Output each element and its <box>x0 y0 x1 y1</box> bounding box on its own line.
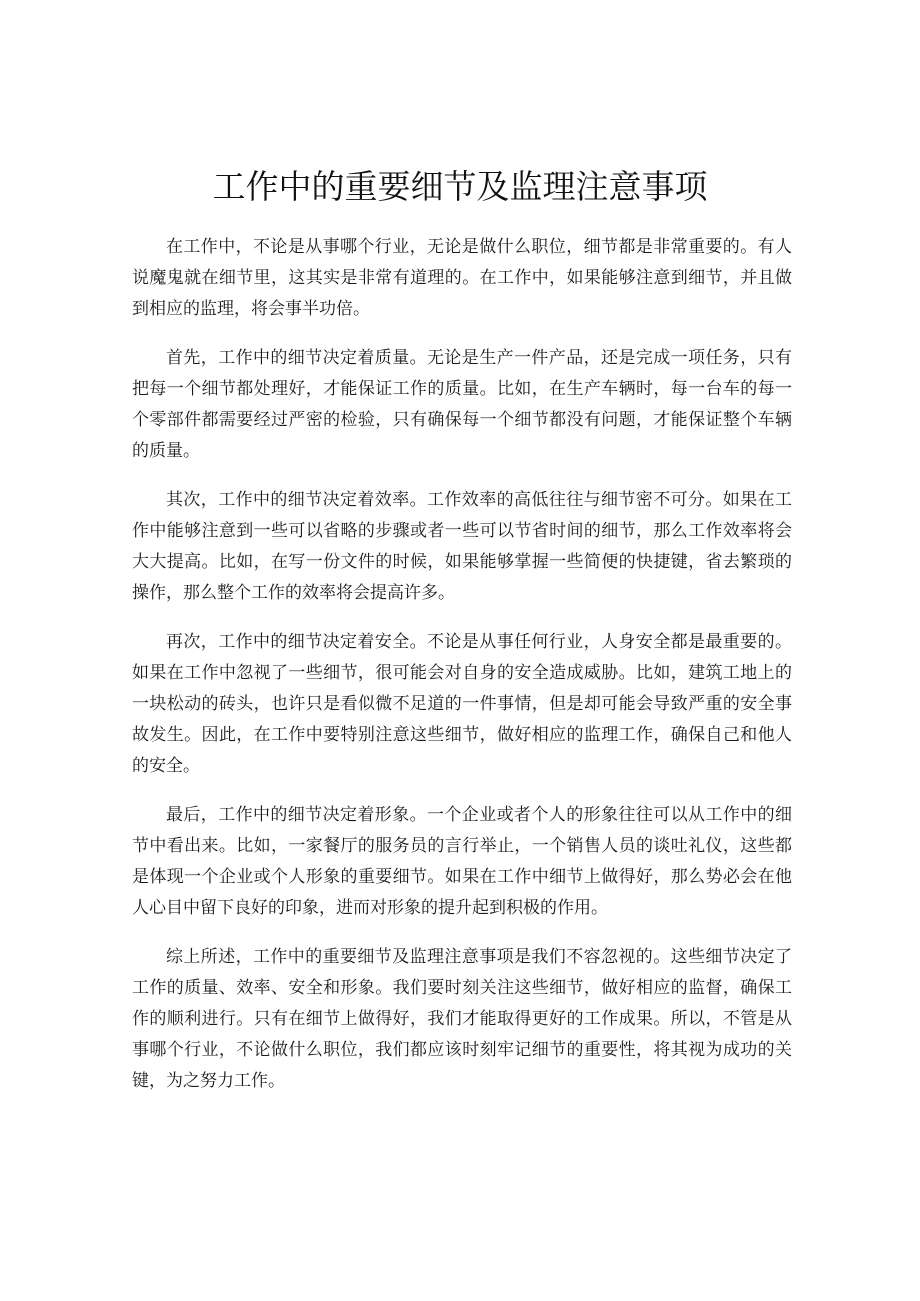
paragraph-quality: 首先，工作中的细节决定着质量。无论是生产一件产品，还是完成一项任务，只有把每一个细节都处理好，才能保证工作的质量。比如，在生产车辆时，每一台车的每一个零部件都需要经过严密的检验，只有确保每一个细节都没有问题，才能保证整个车辆的质量。 <box>132 348 792 461</box>
paragraph-efficiency: 其次，工作中的细节决定着效率。工作效率的高低往往与细节密不可分。如果在工作中能够注意到一些可以省略的步骤或者一些可以节省时间的细节，那么工作效率将会大大提高。比如，在写一份文件的时候，如果能够掌握一些简便的快捷键，省去繁琐的操作，那么整个工作的效率将会提高许多。 <box>132 490 792 603</box>
document-body <box>132 232 792 1115</box>
paragraph-image: 最后，工作中的细节决定着形象。一个企业或者个人的形象往往可以从工作中的细节中看出来。比如，一家餐厅的服务员的言行举止，一个销售人员的谈吐礼仪，这些都是体现一个企业或个人形象的重要细节。如果在工作中细节上做得好，那么势必会在他人心目中留下良好的印象，进而对形象的提升起到积极的作用。 <box>132 805 792 918</box>
paragraph-conclusion: 综上所述，工作中的重要细节及监理注意事项是我们不容忽视的。这些细节决定了工作的质量、效率、安全和形象。我们要时刻关注这些细节，做好相应的监督，确保工作的顺利进行。只有在细节上做得好，我们才能取得更好的工作成果。所以，不管是从事哪个行业，不论做什么职位，我们都应该时刻牢记细节的重要性，将其视为成功的关键，为之努力工作。 <box>132 947 792 1091</box>
document-title: 工作中的重要细节及监理注意事项 <box>212 167 708 206</box>
paragraph-safety: 再次，工作中的细节决定着安全。不论是从事任何行业，人身安全都是最重要的。如果在工作中忽视了一些细节，很可能会对自身的安全造成威胁。比如，建筑工地上的一块松动的砖头，也许只是看似微不足道的一件事情，但是却可能会导致严重的安全事故发生。因此，在工作中要特别注意这些细节，做好相应的监理工作，确保自己和他人的安全。 <box>132 632 792 776</box>
paragraph-intro: 在工作中，不论是从事哪个行业，无论是做什么职位，细节都是非常重要的。有人说魔鬼就在细节里，这其实是非常有道理的。在工作中，如果能够注意到细节，并且做到相应的监理，将会事半功倍。 <box>132 237 792 319</box>
